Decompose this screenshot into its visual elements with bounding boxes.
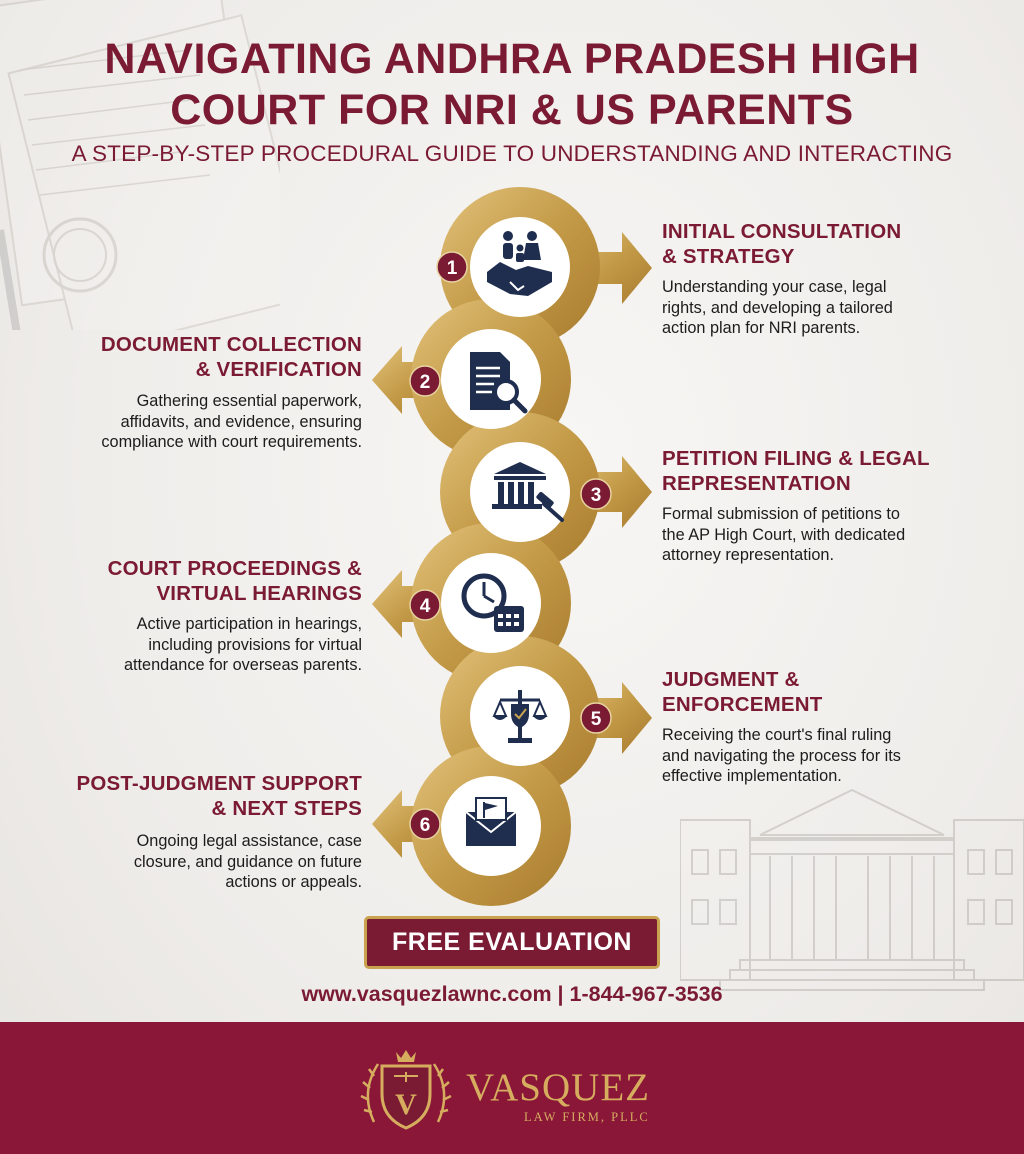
firm-name: VASQUEZ bbox=[466, 1066, 650, 1109]
step-number-4: 4 bbox=[419, 596, 431, 617]
step-6-description bbox=[40, 831, 362, 893]
step-3-description bbox=[662, 504, 992, 566]
step-badge-5 bbox=[581, 703, 611, 733]
step-4-desc-line-1: Active participation in hearings, bbox=[136, 615, 362, 633]
step-5-title-line-2: ENFORCEMENT bbox=[662, 693, 823, 716]
step-2-title-line-2: & VERIFICATION bbox=[195, 358, 362, 381]
step-1-title-line-2: & STRATEGY bbox=[662, 245, 795, 268]
page-title-line-2: COURT FOR NRI & US PARENTS bbox=[170, 86, 854, 134]
page-title-line-1: NAVIGATING ANDHRA PRADESH HIGH bbox=[104, 35, 920, 83]
step-3-title-line-2: REPRESENTATION bbox=[662, 472, 851, 495]
step-2-desc-line-3: compliance with court requirements. bbox=[101, 433, 362, 451]
step-6-desc-line-3: actions or appeals. bbox=[225, 873, 362, 891]
step-2-desc-line-1: Gathering essential paperwork, bbox=[136, 392, 362, 410]
step-1-desc-line-2: rights, and developing a tailored bbox=[662, 298, 893, 317]
step-1-description bbox=[662, 277, 992, 339]
step-4-description bbox=[40, 614, 362, 676]
step-1-title-line-1: INITIAL CONSULTATION bbox=[662, 220, 902, 243]
step-2-desc-line-2: affidavits, and evidence, ensuring bbox=[120, 412, 362, 431]
step-number-3: 3 bbox=[590, 485, 602, 506]
step-4-title-line-2: VIRTUAL HEARINGS bbox=[156, 582, 362, 605]
step-5-desc-line-3: effective implementation. bbox=[662, 767, 842, 785]
step-3-title-line-1: PETITION FILING & LEGAL bbox=[662, 447, 930, 470]
step-4-title bbox=[40, 556, 362, 606]
step-2-title-line-1: DOCUMENT COLLECTION bbox=[100, 333, 362, 356]
step-3-desc-line-2: the AP High Court, with dedicated bbox=[662, 525, 906, 544]
crest-letter: V bbox=[395, 1088, 417, 1121]
step-4-desc-line-2: including provisions for virtual bbox=[148, 635, 362, 654]
step-badge-2 bbox=[410, 366, 440, 396]
step-5-description bbox=[662, 725, 992, 787]
step-2-description bbox=[40, 391, 362, 453]
page-subtitle: A STEP-BY-STEP PROCEDURAL GUIDE TO UNDERSTANDING AND INTERACTING bbox=[71, 141, 953, 166]
step-5-desc-line-1: Receiving the court's final ruling bbox=[662, 726, 892, 744]
step-5-desc-line-2: and navigating the process for its bbox=[662, 746, 901, 765]
step-badge-6 bbox=[410, 809, 440, 839]
step-5-title-line-1: JUDGMENT & bbox=[662, 668, 800, 691]
step-6-desc-line-2: closure, and guidance on future bbox=[133, 852, 362, 871]
step-number-2: 2 bbox=[419, 372, 431, 393]
step-badge-4 bbox=[410, 590, 440, 620]
step-3-desc-line-1: Formal submission of petitions to bbox=[662, 505, 900, 523]
step-3-title bbox=[662, 446, 992, 496]
step-4-title-line-1: COURT PROCEEDINGS & bbox=[107, 557, 362, 580]
step-number-5: 5 bbox=[590, 709, 602, 730]
step-6-title bbox=[40, 771, 362, 821]
contact-info[interactable]: www.vasquezlawnc.com | 1-844-967-3536 bbox=[301, 982, 723, 1006]
firm-subtitle: LAW FIRM, PLLC bbox=[524, 1110, 650, 1124]
firm-crest-logo bbox=[356, 1042, 456, 1142]
step-1-desc-line-3: action plan for NRI parents. bbox=[662, 319, 861, 337]
step-4-desc-line-3: attendance for overseas parents. bbox=[123, 656, 362, 674]
step-badge-1 bbox=[437, 252, 467, 282]
step-1-title bbox=[662, 219, 992, 269]
step-6-desc-line-1: Ongoing legal assistance, case bbox=[136, 832, 362, 850]
step-number-1: 1 bbox=[446, 258, 458, 279]
free-evaluation-button[interactable]: FREE EVALUATION bbox=[364, 916, 660, 969]
step-6-title-line-2: & NEXT STEPS bbox=[211, 797, 362, 820]
step-1-desc-line-1: Understanding your case, legal bbox=[662, 278, 887, 296]
step-3-desc-line-3: attorney representation. bbox=[662, 546, 834, 564]
step-2-title bbox=[40, 332, 362, 382]
step-6-title-line-1: POST-JUDGMENT SUPPORT bbox=[76, 772, 362, 795]
step-badge-3 bbox=[581, 479, 611, 509]
step-5-title bbox=[662, 667, 992, 717]
step-number-6: 6 bbox=[419, 815, 431, 836]
